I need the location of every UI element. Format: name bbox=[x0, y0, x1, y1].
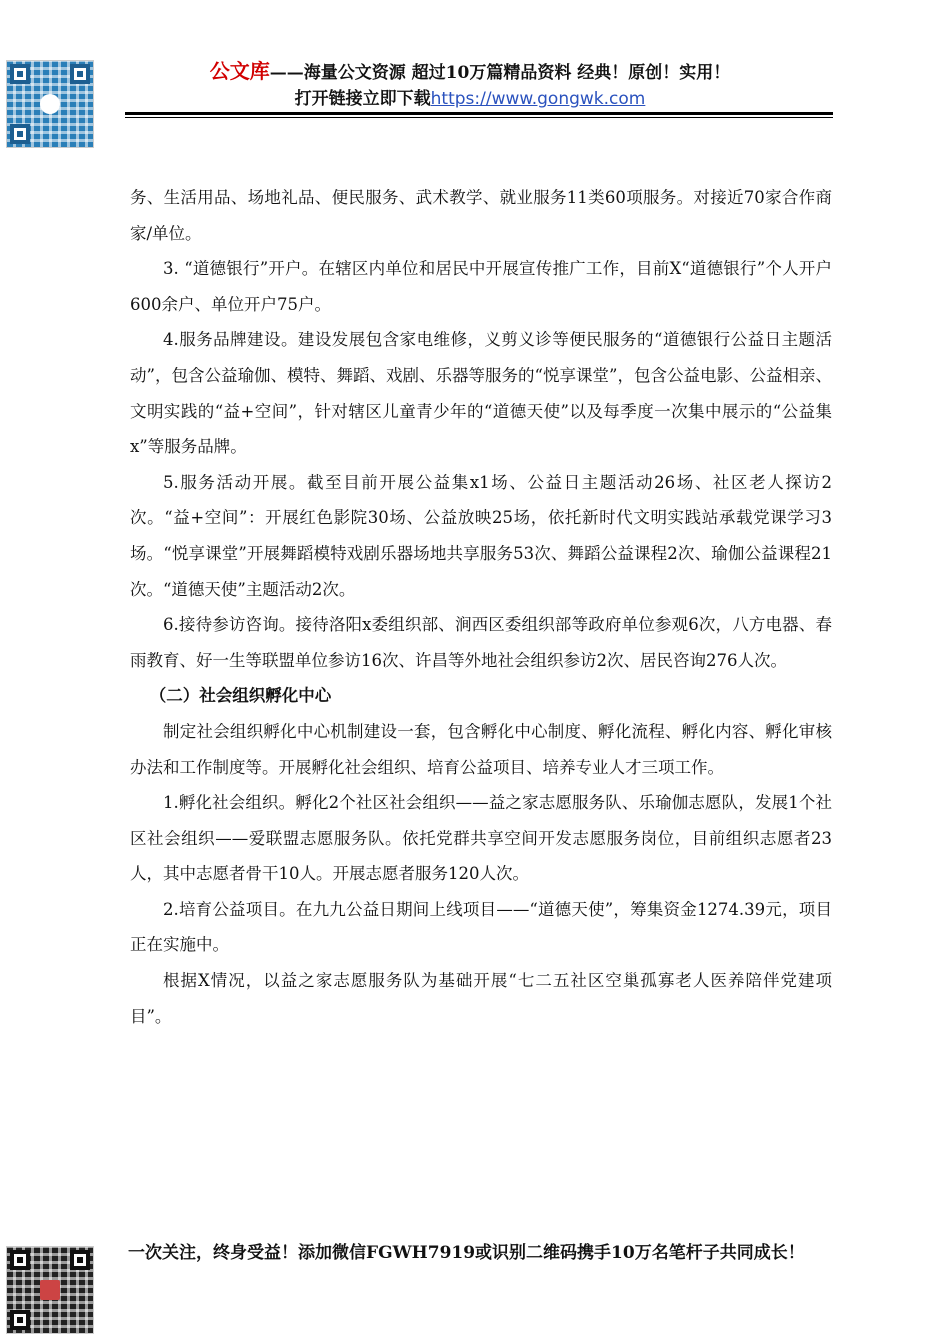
header-divider bbox=[125, 112, 833, 118]
qr-finder-pattern bbox=[10, 1310, 30, 1330]
paragraph: 制定社会组织孵化中心机制建设一套，包含孵化中心制度、孵化流程、孵化内容、孵化审核办法和工作制度等。开展孵化社会组织、培育公益项目、培养专业人才三项工作。 bbox=[130, 721, 832, 777]
page-header bbox=[100, 58, 840, 112]
section-heading: （二）社会组织孵化中心 bbox=[149, 686, 332, 706]
header-tagline: ——海量公文资源 超过10万篇精品资料 经典！原创！实用！ bbox=[269, 63, 731, 83]
document-body bbox=[130, 180, 832, 1034]
qr-code-bottom[interactable] bbox=[6, 1246, 94, 1334]
site-link[interactable]: https://www.gongwk.com bbox=[430, 89, 646, 109]
brand-name: 公文库 bbox=[209, 59, 270, 83]
qr-finder-pattern bbox=[70, 64, 90, 84]
footer-text: 一次关注，终身受益！添加微信FGWH7919或识别二维码携手10万名笔杆子共同成长！ bbox=[128, 1243, 805, 1263]
paragraph: 2.培育公益项目。在九九公益日期间上线项目——“道德天使”，筹集资金1274.39元，项目正在实施中。 bbox=[130, 899, 832, 955]
download-line bbox=[100, 86, 840, 112]
paragraph: 3. “道德银行”开户。在辖区内单位和居民中开展宣传推广工作，目前X“道德银行”个人开户600余户、单位开户75户。 bbox=[130, 259, 832, 314]
qr-finder-pattern bbox=[10, 64, 30, 84]
qr-finder-pattern bbox=[70, 1250, 90, 1270]
qr-logo-icon bbox=[40, 1280, 60, 1300]
paragraph: 5.服务活动开展。截至目前开展公益集x1场、公益日主题活动26场、社区老人探访2次。“益+空间”：开展红色影院30场、公益放映25场，依托新时代文明实践站承载党课学习3场。“悦享课堂”开展舞蹈模特戏剧乐器场地共享服务53次、舞蹈公益课程2次、瑜伽公益课程21次。“道德天使”主题活动2次。 bbox=[130, 472, 832, 599]
paragraph: 4.服务品牌建设。建设发展包含家电维修，义剪义诊等便民服务的“道德银行公益日主题活动”，包含公益瑜伽、模特、舞蹈、戏剧、乐器等服务的“悦享课堂”，包含公益电影、公益相亲、文明实践的“益+空间”，针对辖区儿童青少年的“道德天使”以及每季度一次集中展示的“公益集x”等服务品牌。 bbox=[130, 330, 832, 457]
paragraph: 务、生活用品、场地礼品、便民服务、武术教学、就业服务11类60项服务。对接近70家合作商家/单位。 bbox=[130, 188, 832, 243]
qr-finder-pattern bbox=[10, 1250, 30, 1270]
qr-logo-icon bbox=[40, 94, 60, 114]
paragraph: 1.孵化社会组织。孵化2个社区社会组织——益之家志愿服务队、乐瑜伽志愿队，发展1个社区社会组织——爱联盟志愿服务队。依托党群共享空间开发志愿服务岗位，目前组织志愿者23人，其中志愿者骨干10人。开展志愿者服务120人次。 bbox=[130, 793, 832, 884]
paragraph: 6.接待参访咨询。接待洛阳x委组织部、涧西区委组织部等政府单位参观6次，八方电器、春雨教育、好一生等联盟单位参访16次、许昌等外地社会组织参访2次、居民咨询276人次。 bbox=[130, 615, 832, 670]
download-label: 打开链接立即下载 bbox=[294, 89, 431, 109]
qr-code-top[interactable] bbox=[6, 60, 94, 148]
qr-finder-pattern bbox=[10, 124, 30, 144]
paragraph: 根据X情况，以益之家志愿服务队为基础开展“七二五社区空巢孤寡老人医养陪伴党建项目”。 bbox=[130, 971, 832, 1026]
